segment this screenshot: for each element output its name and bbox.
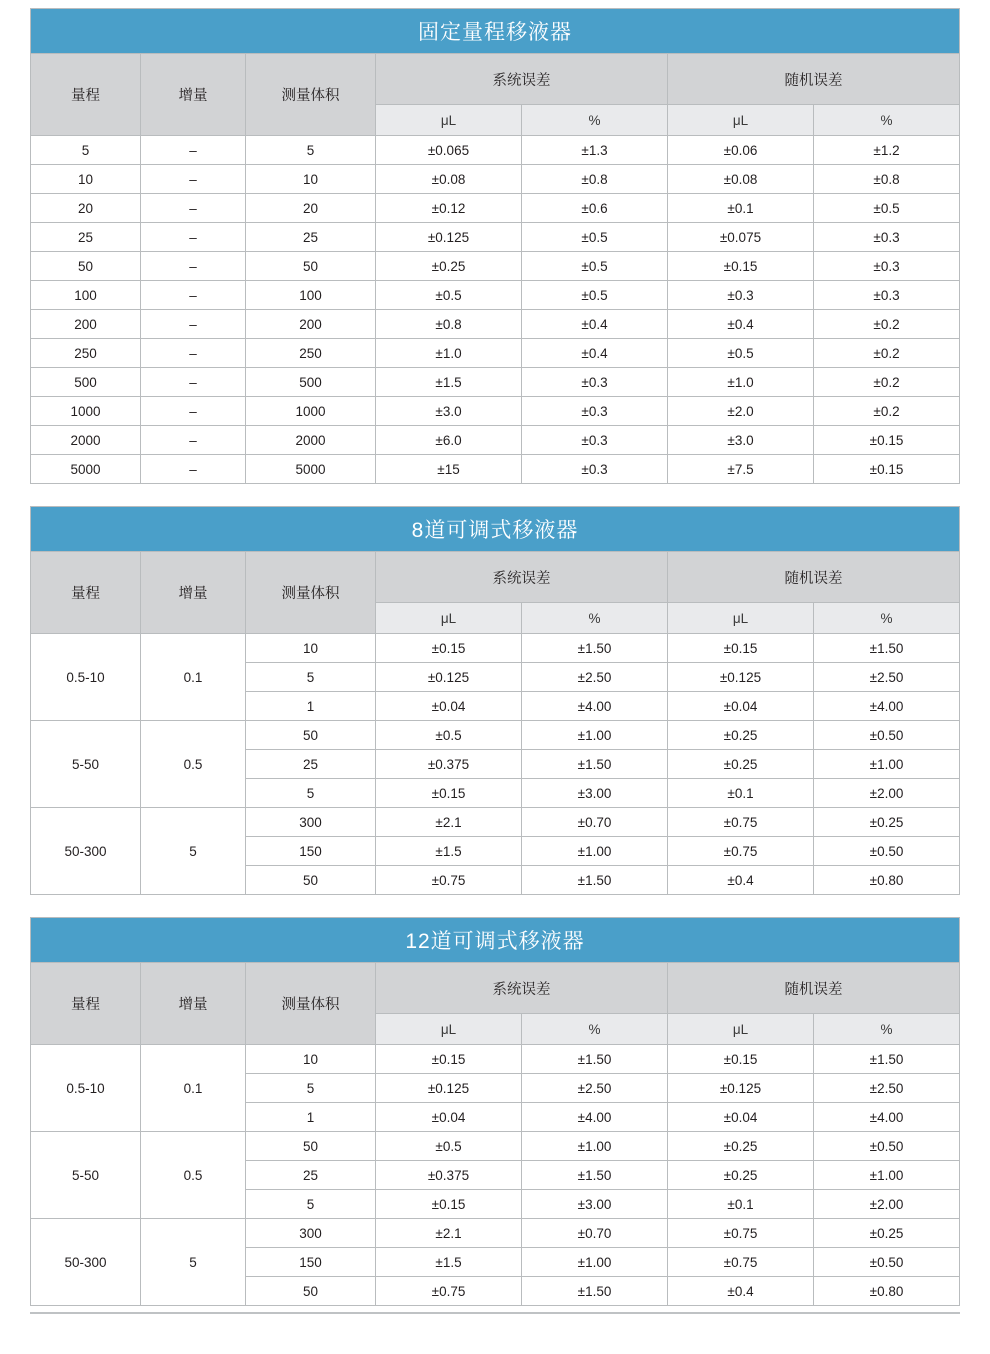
cell-rnd-ul: ±0.4	[668, 866, 814, 895]
table-row	[31, 397, 960, 426]
table-row	[31, 1219, 960, 1248]
table-header-row	[31, 54, 960, 105]
cell-sys-pct: ±1.50	[522, 1161, 668, 1190]
cell-range: 1000	[31, 397, 141, 426]
cell-volume: 5	[246, 779, 376, 808]
header-volume: 测量体积	[246, 963, 376, 1045]
table-row	[31, 281, 960, 310]
cell-volume: 250	[246, 339, 376, 368]
cell-sys-pct: ±0.3	[522, 397, 668, 426]
cell-sys-ul: ±2.1	[376, 1219, 522, 1248]
cell-rnd-ul: ±0.1	[668, 194, 814, 223]
cell-rnd-ul: ±0.15	[668, 634, 814, 663]
cell-sys-pct: ±4.00	[522, 1103, 668, 1132]
cell-range: 250	[31, 339, 141, 368]
cell-sys-pct: ±1.50	[522, 634, 668, 663]
cell-rnd-pct: ±0.50	[814, 1248, 960, 1277]
cell-range: 500	[31, 368, 141, 397]
table-title: 12道可调式移液器	[31, 918, 960, 963]
cell-range: 5000	[31, 455, 141, 484]
cell-rnd-ul: ±7.5	[668, 455, 814, 484]
cell-sys-pct: ±0.4	[522, 310, 668, 339]
cell-sys-pct: ±3.00	[522, 1190, 668, 1219]
cell-rnd-ul: ±0.4	[668, 1277, 814, 1306]
cell-volume: 10	[246, 1045, 376, 1074]
cell-sys-pct: ±2.50	[522, 1074, 668, 1103]
cell-range: 50-300	[31, 1219, 141, 1306]
cell-range: 50	[31, 252, 141, 281]
cell-sys-ul: ±0.04	[376, 1103, 522, 1132]
cell-sys-pct: ±1.3	[522, 136, 668, 165]
cell-rnd-ul: ±0.25	[668, 721, 814, 750]
table-row	[31, 1132, 960, 1161]
cell-rnd-ul: ±0.125	[668, 1074, 814, 1103]
cell-rnd-ul: ±0.25	[668, 1132, 814, 1161]
table-12-channel	[30, 917, 960, 1306]
cell-volume: 300	[246, 1219, 376, 1248]
table-header-row	[31, 963, 960, 1014]
cell-rnd-pct: ±0.80	[814, 866, 960, 895]
table-row	[31, 808, 960, 837]
cell-volume: 1	[246, 1103, 376, 1132]
cell-volume: 10	[246, 165, 376, 194]
cell-sys-ul: ±2.1	[376, 808, 522, 837]
cell-rnd-pct: ±0.80	[814, 1277, 960, 1306]
cell-sys-pct: ±1.50	[522, 1045, 668, 1074]
cell-sys-pct: ±3.00	[522, 779, 668, 808]
table-row	[31, 721, 960, 750]
cell-sys-ul: ±0.5	[376, 281, 522, 310]
cell-range: 5-50	[31, 721, 141, 808]
cell-rnd-ul: ±0.75	[668, 1248, 814, 1277]
cell-volume: 50	[246, 721, 376, 750]
cell-rnd-ul: ±0.25	[668, 1161, 814, 1190]
cell-sys-pct: ±0.8	[522, 165, 668, 194]
cell-sys-pct: ±0.5	[522, 252, 668, 281]
header-range: 量程	[31, 552, 141, 634]
cell-sys-pct: ±0.4	[522, 339, 668, 368]
cell-rnd-pct: ±0.8	[814, 165, 960, 194]
cell-rnd-pct: ±2.00	[814, 1190, 960, 1219]
cell-increment: 5	[141, 808, 246, 895]
cell-sys-pct: ±0.3	[522, 368, 668, 397]
cell-volume: 100	[246, 281, 376, 310]
cell-volume: 150	[246, 837, 376, 866]
cell-sys-ul: ±0.15	[376, 1190, 522, 1219]
cell-increment: 5	[141, 1219, 246, 1306]
cell-rnd-pct: ±1.00	[814, 1161, 960, 1190]
cell-sys-pct: ±1.00	[522, 1132, 668, 1161]
footer-divider	[30, 1312, 960, 1314]
cell-volume: 5	[246, 136, 376, 165]
cell-volume: 500	[246, 368, 376, 397]
cell-rnd-pct: ±0.3	[814, 281, 960, 310]
cell-range: 100	[31, 281, 141, 310]
cell-sys-ul: ±0.08	[376, 165, 522, 194]
cell-rnd-ul: ±0.125	[668, 663, 814, 692]
cell-rnd-pct: ±4.00	[814, 1103, 960, 1132]
cell-sys-ul: ±0.15	[376, 1045, 522, 1074]
cell-increment: 0.5	[141, 721, 246, 808]
cell-sys-ul: ±1.5	[376, 368, 522, 397]
header-systematic-error: 系统误差	[376, 54, 668, 105]
table-header-row	[31, 552, 960, 603]
table-fixed-volume	[30, 8, 960, 484]
cell-rnd-ul: ±0.06	[668, 136, 814, 165]
unit-random-pct: %	[814, 1014, 960, 1045]
cell-sys-pct: ±2.50	[522, 663, 668, 692]
cell-volume: 25	[246, 750, 376, 779]
cell-sys-pct: ±1.50	[522, 750, 668, 779]
unit-random-ul: μL	[668, 105, 814, 136]
cell-increment: 0.1	[141, 634, 246, 721]
header-range: 量程	[31, 963, 141, 1045]
table-row	[31, 455, 960, 484]
cell-rnd-ul: ±0.075	[668, 223, 814, 252]
header-range: 量程	[31, 54, 141, 136]
spec-table-8-channel	[30, 506, 960, 895]
cell-rnd-pct: ±1.00	[814, 750, 960, 779]
table-title-row	[31, 9, 960, 54]
table-row	[31, 223, 960, 252]
spec-table-fixed-volume	[30, 8, 960, 484]
cell-sys-ul: ±0.15	[376, 779, 522, 808]
cell-rnd-pct: ±0.50	[814, 721, 960, 750]
table-row	[31, 252, 960, 281]
header-systematic-error: 系统误差	[376, 963, 668, 1014]
table-title: 8道可调式移液器	[31, 507, 960, 552]
cell-sys-pct: ±0.3	[522, 426, 668, 455]
unit-systematic-ul: μL	[376, 1014, 522, 1045]
cell-range: 10	[31, 165, 141, 194]
cell-rnd-pct: ±0.2	[814, 339, 960, 368]
cell-sys-ul: ±0.15	[376, 634, 522, 663]
unit-random-pct: %	[814, 603, 960, 634]
header-increment: 增量	[141, 552, 246, 634]
cell-sys-pct: ±1.50	[522, 866, 668, 895]
cell-increment: –	[141, 397, 246, 426]
cell-volume: 20	[246, 194, 376, 223]
cell-range: 0.5-10	[31, 634, 141, 721]
cell-rnd-pct: ±0.15	[814, 455, 960, 484]
unit-systematic-ul: μL	[376, 105, 522, 136]
cell-volume: 10	[246, 634, 376, 663]
cell-rnd-pct: ±0.15	[814, 426, 960, 455]
cell-sys-ul: ±0.125	[376, 1074, 522, 1103]
header-systematic-error: 系统误差	[376, 552, 668, 603]
cell-volume: 300	[246, 808, 376, 837]
cell-rnd-pct: ±2.50	[814, 663, 960, 692]
cell-increment: 0.1	[141, 1045, 246, 1132]
cell-rnd-pct: ±0.50	[814, 837, 960, 866]
unit-random-ul: μL	[668, 603, 814, 634]
cell-range: 50-300	[31, 808, 141, 895]
cell-sys-ul: ±0.5	[376, 721, 522, 750]
cell-sys-ul: ±0.375	[376, 750, 522, 779]
cell-rnd-pct: ±2.50	[814, 1074, 960, 1103]
cell-rnd-ul: ±0.1	[668, 779, 814, 808]
cell-sys-pct: ±0.70	[522, 808, 668, 837]
header-increment: 增量	[141, 54, 246, 136]
unit-random-pct: %	[814, 105, 960, 136]
cell-rnd-pct: ±1.2	[814, 136, 960, 165]
cell-sys-ul: ±0.25	[376, 252, 522, 281]
cell-sys-ul: ±0.75	[376, 1277, 522, 1306]
cell-range: 200	[31, 310, 141, 339]
cell-sys-pct: ±0.5	[522, 281, 668, 310]
cell-increment: –	[141, 194, 246, 223]
cell-rnd-pct: ±1.50	[814, 634, 960, 663]
cell-increment: –	[141, 368, 246, 397]
header-random-error: 随机误差	[668, 54, 960, 105]
cell-increment: –	[141, 252, 246, 281]
cell-increment: –	[141, 281, 246, 310]
cell-volume: 200	[246, 310, 376, 339]
table-title-row	[31, 507, 960, 552]
cell-increment: –	[141, 339, 246, 368]
cell-sys-ul: ±0.04	[376, 692, 522, 721]
unit-systematic-pct: %	[522, 1014, 668, 1045]
cell-range: 5-50	[31, 1132, 141, 1219]
header-random-error: 随机误差	[668, 552, 960, 603]
cell-increment: 0.5	[141, 1132, 246, 1219]
cell-sys-pct: ±0.5	[522, 223, 668, 252]
cell-volume: 5000	[246, 455, 376, 484]
table-row	[31, 426, 960, 455]
cell-sys-ul: ±1.5	[376, 837, 522, 866]
cell-volume: 150	[246, 1248, 376, 1277]
cell-rnd-pct: ±0.5	[814, 194, 960, 223]
unit-systematic-ul: μL	[376, 603, 522, 634]
cell-sys-pct: ±1.00	[522, 1248, 668, 1277]
cell-sys-ul: ±1.5	[376, 1248, 522, 1277]
header-random-error: 随机误差	[668, 963, 960, 1014]
cell-sys-ul: ±0.8	[376, 310, 522, 339]
cell-rnd-pct: ±0.3	[814, 223, 960, 252]
cell-rnd-pct: ±0.2	[814, 310, 960, 339]
cell-rnd-ul: ±0.75	[668, 837, 814, 866]
table-row	[31, 165, 960, 194]
header-increment: 增量	[141, 963, 246, 1045]
cell-volume: 2000	[246, 426, 376, 455]
cell-range: 20	[31, 194, 141, 223]
cell-rnd-ul: ±0.75	[668, 1219, 814, 1248]
cell-rnd-ul: ±1.0	[668, 368, 814, 397]
cell-rnd-ul: ±0.04	[668, 692, 814, 721]
cell-sys-ul: ±6.0	[376, 426, 522, 455]
cell-rnd-ul: ±2.0	[668, 397, 814, 426]
cell-range: 2000	[31, 426, 141, 455]
table-row	[31, 136, 960, 165]
cell-sys-ul: ±0.125	[376, 663, 522, 692]
cell-volume: 1000	[246, 397, 376, 426]
cell-range: 25	[31, 223, 141, 252]
cell-sys-ul: ±3.0	[376, 397, 522, 426]
cell-rnd-ul: ±0.1	[668, 1190, 814, 1219]
header-volume: 测量体积	[246, 54, 376, 136]
cell-increment: –	[141, 136, 246, 165]
cell-rnd-pct: ±2.00	[814, 779, 960, 808]
cell-rnd-pct: ±0.3	[814, 252, 960, 281]
cell-rnd-ul: ±0.3	[668, 281, 814, 310]
cell-sys-ul: ±0.75	[376, 866, 522, 895]
cell-sys-ul: ±15	[376, 455, 522, 484]
header-volume: 测量体积	[246, 552, 376, 634]
cell-rnd-ul: ±3.0	[668, 426, 814, 455]
cell-sys-pct: ±0.70	[522, 1219, 668, 1248]
table-title-row	[31, 918, 960, 963]
cell-increment: –	[141, 165, 246, 194]
table-row	[31, 1045, 960, 1074]
cell-rnd-ul: ±0.04	[668, 1103, 814, 1132]
cell-range: 5	[31, 136, 141, 165]
cell-rnd-ul: ±0.75	[668, 808, 814, 837]
table-title: 固定量程移液器	[31, 9, 960, 54]
cell-rnd-pct: ±0.2	[814, 397, 960, 426]
table-8-channel	[30, 506, 960, 895]
cell-increment: –	[141, 223, 246, 252]
unit-random-ul: μL	[668, 1014, 814, 1045]
cell-rnd-ul: ±0.15	[668, 252, 814, 281]
unit-systematic-pct: %	[522, 603, 668, 634]
cell-increment: –	[141, 455, 246, 484]
cell-rnd-ul: ±0.4	[668, 310, 814, 339]
cell-range: 0.5-10	[31, 1045, 141, 1132]
cell-sys-pct: ±1.00	[522, 837, 668, 866]
cell-sys-ul: ±1.0	[376, 339, 522, 368]
cell-volume: 1	[246, 692, 376, 721]
cell-rnd-pct: ±0.25	[814, 808, 960, 837]
cell-volume: 25	[246, 223, 376, 252]
unit-systematic-pct: %	[522, 105, 668, 136]
cell-rnd-pct: ±1.50	[814, 1045, 960, 1074]
cell-sys-pct: ±0.3	[522, 455, 668, 484]
cell-volume: 50	[246, 1132, 376, 1161]
cell-rnd-pct: ±0.2	[814, 368, 960, 397]
table-row	[31, 194, 960, 223]
cell-sys-ul: ±0.065	[376, 136, 522, 165]
cell-sys-pct: ±4.00	[522, 692, 668, 721]
spec-table-12-channel	[30, 917, 960, 1314]
cell-rnd-ul: ±0.08	[668, 165, 814, 194]
cell-sys-ul: ±0.375	[376, 1161, 522, 1190]
cell-volume: 50	[246, 866, 376, 895]
cell-rnd-pct: ±0.50	[814, 1132, 960, 1161]
cell-rnd-ul: ±0.5	[668, 339, 814, 368]
table-row	[31, 368, 960, 397]
cell-rnd-pct: ±4.00	[814, 692, 960, 721]
table-row	[31, 339, 960, 368]
cell-sys-ul: ±0.12	[376, 194, 522, 223]
cell-volume: 5	[246, 1074, 376, 1103]
cell-volume: 50	[246, 252, 376, 281]
cell-rnd-ul: ±0.25	[668, 750, 814, 779]
cell-rnd-pct: ±0.25	[814, 1219, 960, 1248]
cell-volume: 5	[246, 1190, 376, 1219]
cell-sys-ul: ±0.5	[376, 1132, 522, 1161]
cell-volume: 50	[246, 1277, 376, 1306]
cell-increment: –	[141, 426, 246, 455]
cell-volume: 5	[246, 663, 376, 692]
cell-sys-ul: ±0.125	[376, 223, 522, 252]
cell-sys-pct: ±1.00	[522, 721, 668, 750]
cell-rnd-ul: ±0.15	[668, 1045, 814, 1074]
table-row	[31, 310, 960, 339]
table-row	[31, 634, 960, 663]
cell-volume: 25	[246, 1161, 376, 1190]
cell-sys-pct: ±1.50	[522, 1277, 668, 1306]
cell-increment: –	[141, 310, 246, 339]
cell-sys-pct: ±0.6	[522, 194, 668, 223]
